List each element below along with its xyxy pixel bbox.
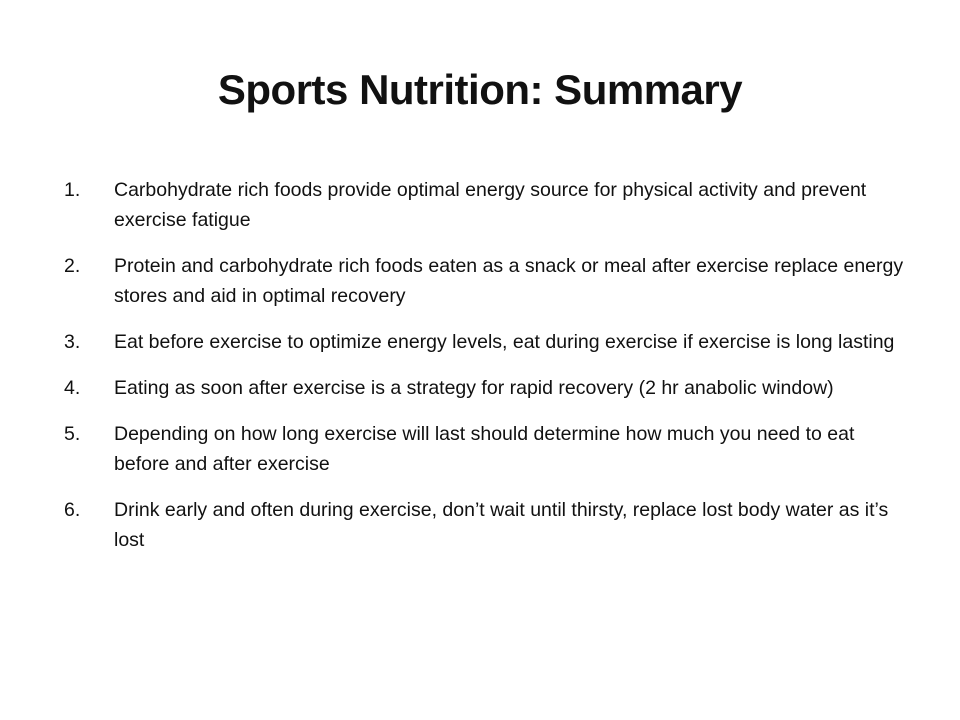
item-text: Protein and carbohydrate rich foods eaten as a snack or meal after exercise replace energy stores and aid in optimal recovery	[114, 255, 904, 307]
item-number: 6.	[64, 499, 81, 521]
item-number: 5.	[64, 423, 81, 445]
item-text: Drink early and often during exercise, don’t wait until thirsty, replace lost body water as it’s lost	[114, 499, 889, 551]
item-text: Eat before exercise to optimize energy levels, eat during exercise if exercise is long lasting	[114, 331, 895, 353]
list-item	[64, 327, 914, 357]
list-item	[64, 175, 914, 235]
summary-list	[64, 175, 914, 571]
item-number: 2.	[64, 255, 81, 277]
item-number: 3.	[64, 331, 81, 353]
item-text: Eating as soon after exercise is a strategy for rapid recovery (2 hr anabolic window)	[114, 377, 834, 399]
item-number: 4.	[64, 377, 81, 399]
list-item	[64, 495, 914, 555]
list-item	[64, 419, 914, 479]
item-text: Depending on how long exercise will last should determine how much you need to eat before and after exercise	[114, 423, 855, 475]
slide-title: Sports Nutrition: Summary	[217, 66, 743, 113]
list-item	[64, 251, 914, 311]
item-text: Carbohydrate rich foods provide optimal energy source for physical activity and prevent exercise fatigue	[114, 179, 867, 231]
list-item	[64, 373, 914, 403]
item-number: 1.	[64, 179, 81, 201]
